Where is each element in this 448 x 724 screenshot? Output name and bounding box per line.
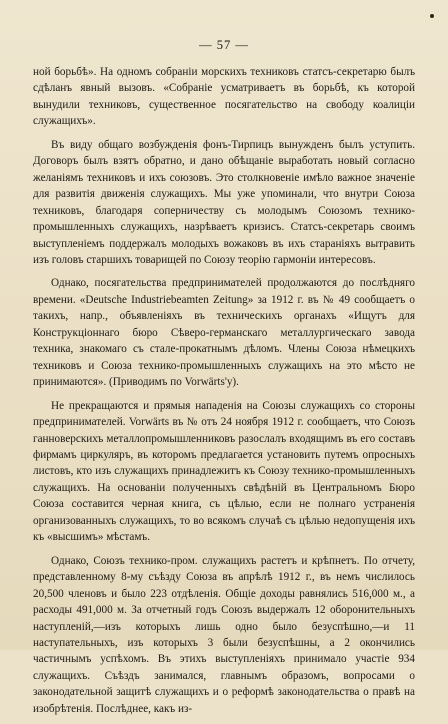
paragraph-3: Однако, посягательства предпринимателей продолжаются до послѣдняго времени. «Deutsche Industriebeamten Zeitung» за 1912 г. въ № 49 сообщаетъ о такихъ, напр., объявленіяхъ въ техническихъ органахъ «Ищутъ для Конструкціоннаго бюро Сѣверо-германскаго металлургическаго завода техника, знакомаго съ стале-прокатнымъ дѣломъ. Члены Союза нѣмецкихъ техниковъ и Союза технико-промышленныхъ служащихъ на это мѣсто не принимаются». (Приводимъ по Vorwärts'y). bbox=[33, 277, 415, 389]
paragraph-5: Однако, Союзъ технико-пром. служащихъ растетъ и крѣпнетъ. По отчету, представленному 8-му съѣзду Союза въ апрѣлѣ 1912 г., въ немъ числилось 20,500 членовъ и было 223 отдѣленія. Общіе доходы равнялись 516,000 м., а расходы 491,000 м. За отчетный годъ Союзъ выдержалъ 12 оборонительныхъ наступленій,—изъ которыхъ лишь одно было безуспѣшно,—и 11 наступательныхъ, изъ которыхъ 3 были безуспѣшны, а 2 окончились частичнымъ успѣхомъ. Въ этихъ выступленіяхъ принимало участіе 934 служащихъ. Съѣздъ занимался, главнымъ образомъ, вопросами о законодательной защитѣ служащихъ и о реформѣ законодательства о правѣ на изобрѣтенія. Послѣднее, какъ из- bbox=[33, 554, 415, 715]
paragraph-4: Не прекращаются и прямыя нападенія на Союзы служащихъ со стороны предпринимателей. Vorwärts въ № отъ 24 ноября 1912 г. сообщаетъ, что Союзъ ганноверскихъ металлопромышленниковъ разослалъ входящимъ въ его составъ фирмамъ циркуляръ, въ которомъ предлагается установить путемъ опросныхъ листовъ, кто изъ служащихъ принадлежитъ къ Союзу технико-промышленныхъ служащихъ. На основаніи полученныхъ свѣдѣній въ Центральномъ Бюро Союза составится черная книга, съ цѣлью, если не полнаго устраненія организованныхъ служащихъ, то во всякомъ случаѣ съ цѣлью недопущенія ихъ къ «высшимъ» мѣстамъ. bbox=[33, 399, 415, 544]
ink-speck bbox=[430, 14, 434, 18]
paragraph-1: ной борьбѣ». На одномъ собраніи морскихъ техниковъ статсъ-секретарю былъ сдѣланъ явный вызовъ. «Собраніе усматриваетъ въ борьбѣ, къ которой вынудили техниковъ, существенное посягательство на свободу коалиціи служащихъ». bbox=[33, 66, 415, 128]
page-number: — 57 — bbox=[199, 38, 249, 52]
body-text bbox=[33, 64, 415, 724]
paragraph-2: Въ виду общаго возбужденія фонъ-Тирпицъ вынужденъ былъ уступить. Договоръ былъ взятъ обратно, и дано обѣщаніе выработать новый согласно желаніямъ техниковъ и ихъ союзовъ. Это столкновеніе имѣло важное значеніе для развитія движенія служащихъ. Мы уже упоминали, что внутри Союза техниковъ, благодаря соперничеству съ молодымъ Союзомъ технико-промышленныхъ служащихъ, назрѣваетъ кризисъ. Статсъ-секретарь своимъ выступленіемъ поддержалъ молодыхъ вожаковъ въ ихъ стараніяхъ вытравить изъ головъ старшихъ товарищей по Союзу теорію гармоніи интересовъ. bbox=[33, 138, 415, 266]
